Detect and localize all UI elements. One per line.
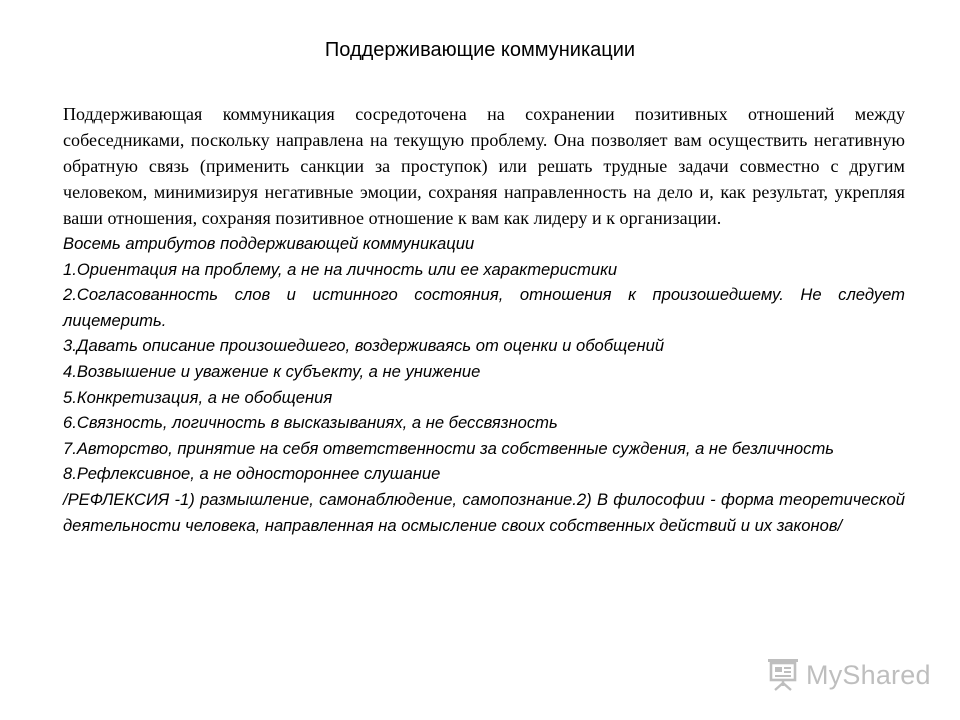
- attributes-list: [63, 231, 905, 538]
- watermark-text: MyShared: [806, 659, 931, 690]
- attribute-item: 6.Связность, логичность в высказываниях, а не бессвязность: [63, 413, 558, 433]
- attribute-item: 4.Возвышение и уважение к субъекту, а не унижение: [63, 361, 481, 381]
- slide-content: [63, 101, 905, 538]
- attributes-heading: Восемь атрибутов поддерживающей коммуникации: [63, 234, 475, 253]
- presentation-board-icon: [766, 655, 800, 696]
- reflexion-note: /РЕФЛЕКСИЯ -1) размышление, самонаблюдение, самопознание.2) В философии - форма теоретической деятельности человека, направленная на осмысление своих собственных действий и их законов/: [63, 489, 905, 535]
- attribute-item: 2.Согласованность слов и истинного состояния, отношения к произошедшему. Не следует лицемерить.: [63, 285, 905, 330]
- attribute-item: 8.Рефлексивное, а не одностороннее слушание: [63, 464, 441, 484]
- slide-title: Поддерживающие коммуникации: [324, 39, 636, 61]
- attribute-item: 7.Авторство, принятие на себя ответственности за собственные суждения, а не безличность: [63, 438, 835, 458]
- myshared-watermark: [766, 653, 931, 697]
- attribute-item: 5.Конкретизация, а не обобщения: [63, 387, 333, 407]
- intro-paragraph: Поддерживающая коммуникация сосредоточена на сохранении позитивных отношений между собеседниками, поскольку направлена на текущую проблему. Она позволяет вам осуществить негативную обратную связь (применить санкции за проступок) или решать трудные задачи совместно с другим человеком, минимизируя негативные эмоции, сохраняя направленность на дело и, как результат, укрепляя ваши отношения, сохраняя позитивное отношение к вам как лидеру и к организации.: [63, 104, 905, 228]
- attribute-item: 3.Давать описание произошедшего, воздерживаясь от оценки и обобщений: [63, 336, 665, 356]
- attribute-item: 1.Ориентация на проблему, а не на личность или ее характеристики: [63, 259, 618, 279]
